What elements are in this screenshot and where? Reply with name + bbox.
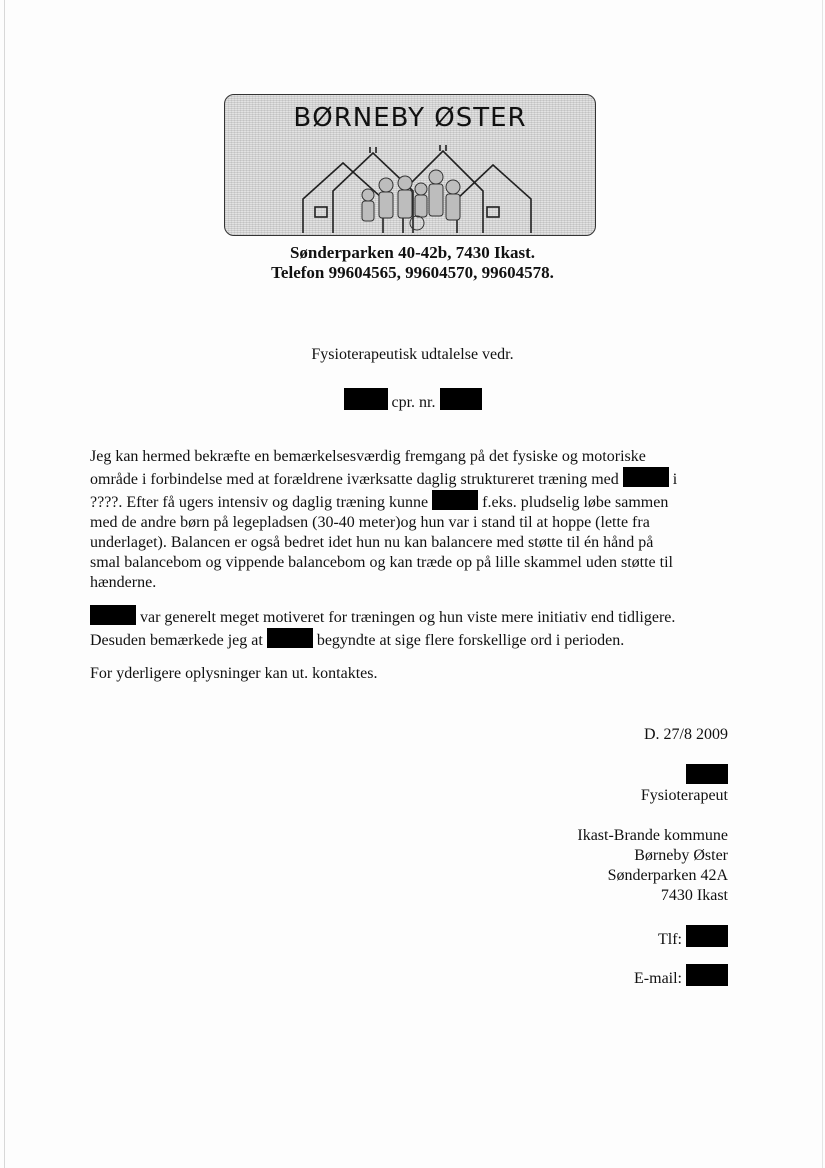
p1-line-5: underlaget). Balancen er også bedret idet hun nu kan balancere med støtte til én hånd på (90, 534, 654, 551)
paragraph-2 (90, 605, 730, 651)
logo-title: BØRNEBY ØSTER (293, 103, 527, 133)
address-line: Sønderparken 40-42b, 7430 Ikast. (289, 243, 536, 262)
p1-line-2: område i forbindelse med at forældrene iværksatte daglig struktureret træning med i (90, 467, 730, 490)
redacted-email (686, 964, 728, 986)
email-row (634, 964, 728, 989)
subject-title: Fysioterapeutisk udtalelse vedr. (311, 346, 514, 363)
children-figures-icon (362, 170, 460, 230)
redacted-cpr (440, 388, 482, 410)
p3-line: For yderligere oplysninger kan ut. kontaktes. (90, 665, 378, 682)
org-line-1: Ikast-Brande kommune (577, 827, 728, 844)
p1-line-6: smal balancebom og vippende balancebom og kan træde op på lille skammel uden støtte til (90, 554, 673, 571)
phone-label: Tlf: (658, 931, 682, 948)
org-line-3: Sønderparken 42A (607, 867, 728, 884)
redacted-signature-line (686, 764, 728, 787)
p1-line-7: hænderne. (90, 574, 157, 591)
redacted-signature (686, 764, 728, 784)
phone-line: Telefon 99604565, 99604570, 99604578. (271, 263, 554, 282)
subject-cpr-line (0, 388, 825, 413)
cpr-label: cpr. nr. (391, 394, 436, 411)
org-line-2: Børneby Øster (634, 847, 728, 864)
phone-row (658, 925, 728, 950)
redacted-name (432, 490, 478, 510)
email-label: E-mail: (634, 970, 682, 987)
scan-edge-right (822, 0, 823, 1168)
org-line-4: 7430 Ikast (660, 887, 728, 904)
role: Fysioterapeut (640, 787, 728, 804)
redacted-name (623, 467, 669, 487)
redacted-phone (686, 925, 728, 947)
paragraph-1 (90, 447, 730, 593)
redacted-name (90, 605, 136, 625)
p1-line-4: med de andre børn på legepladsen (30-40 meter)og hun var i stand til at hoppe (lette fra (90, 514, 650, 531)
p1-line-3: ????. Efter få ugers intensiv og daglig træning kunne f.eks. pludselig løbe sammen (90, 490, 730, 513)
p2-line-2: Desuden bemærkede jeg at begyndte at sige flere forskellige ord i perioden. (90, 628, 730, 651)
p2-line-1: var generelt meget motiveret for træningen og hun viste mere initiativ end tidligere. (90, 605, 730, 628)
date: D. 27/8 2009 (644, 726, 728, 743)
p1-line-1: Jeg kan hermed bekræfte en bemærkelsesværdig fremgang på det fysiske og motoriske (90, 448, 646, 465)
redacted-name (267, 628, 313, 648)
logo (224, 94, 596, 236)
paragraph-3 (90, 664, 730, 684)
scan-edge (4, 0, 5, 1168)
redacted-name (344, 388, 388, 410)
